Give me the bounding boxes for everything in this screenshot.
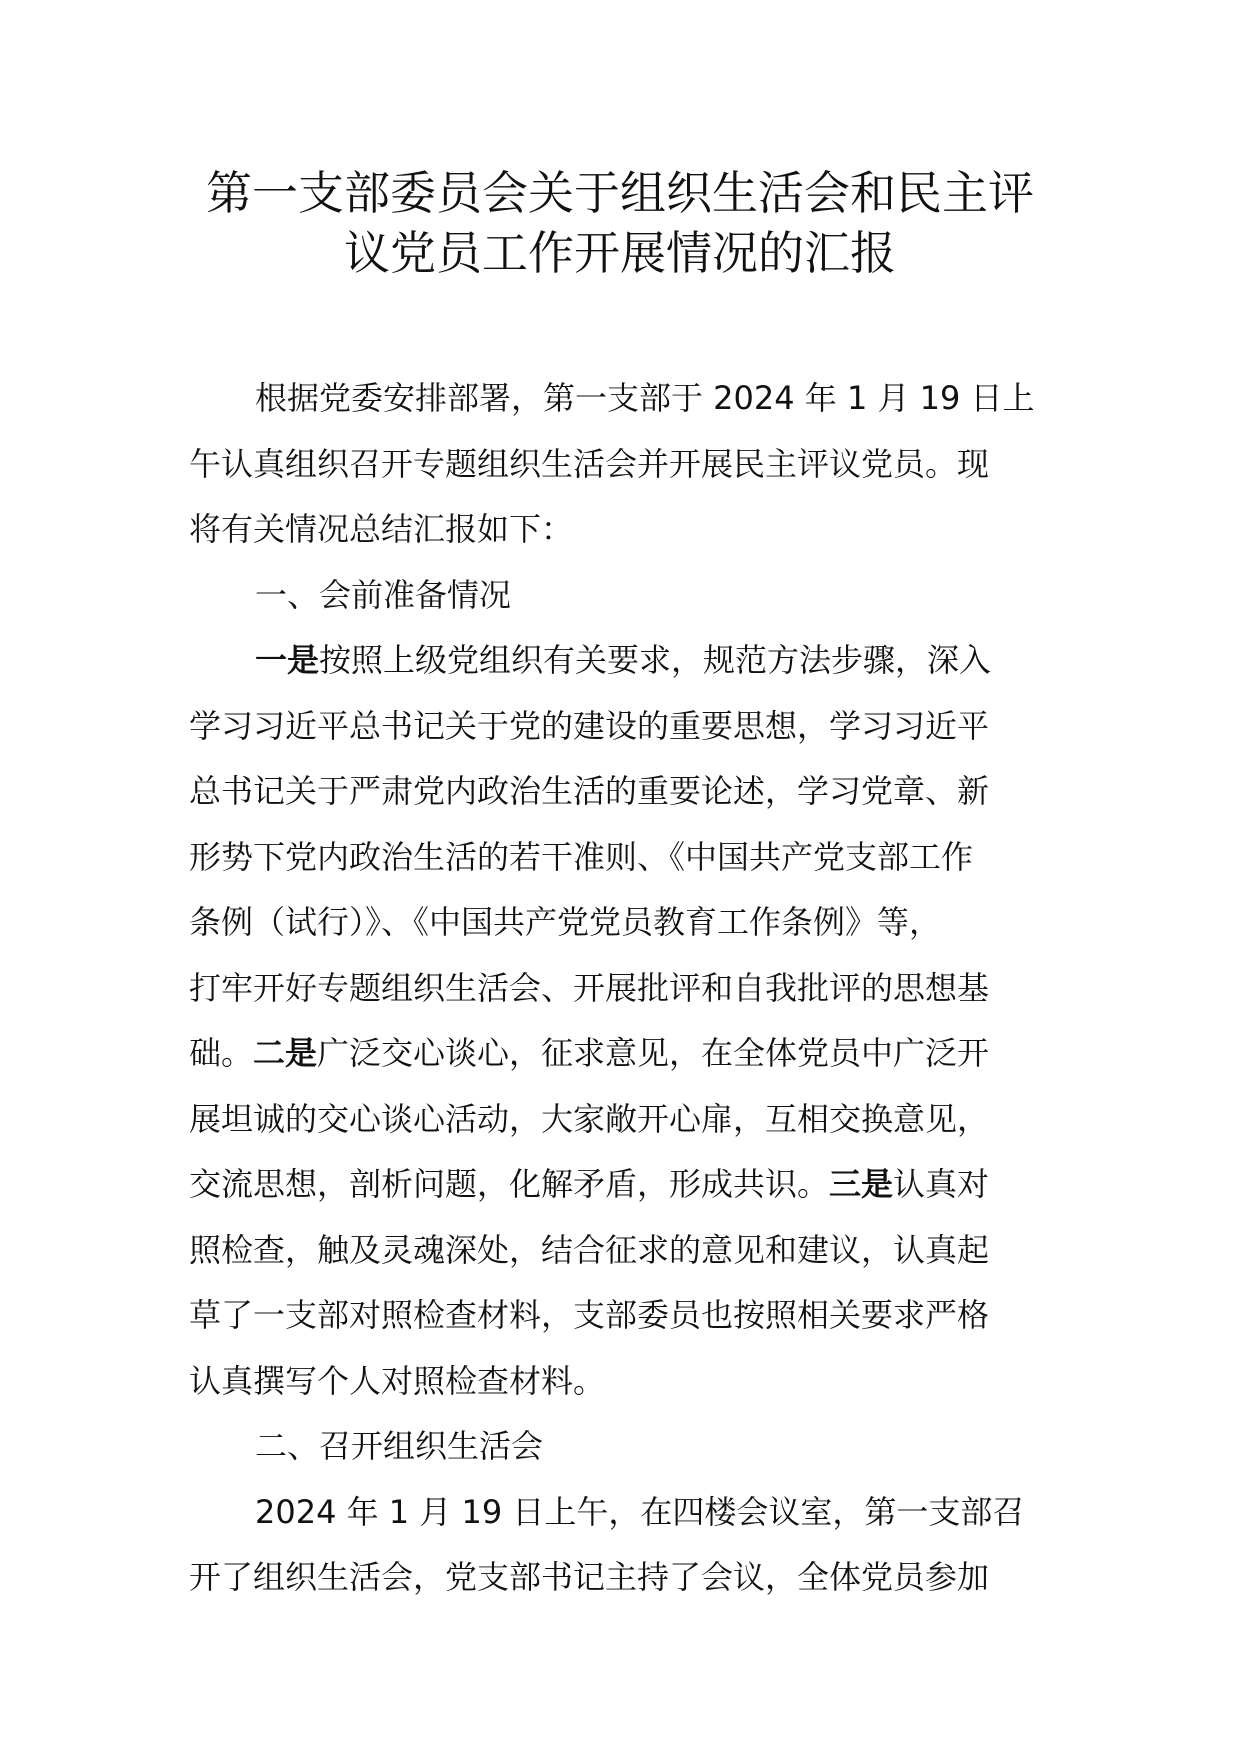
text-line: 草了一支部对照检查材料，支部委员也按照相关要求严格 — [189, 1296, 990, 1334]
lead-label-2: 二是 — [253, 1034, 318, 1072]
lead-label-3: 三是 — [829, 1165, 894, 1203]
title-line-2: 议党员工作开展情况的汇报 — [344, 226, 896, 280]
text-line: 形势下党内政治生活的若干准则、《中国共产党支部工作 — [189, 837, 974, 876]
text-line: 2024 年 1 月 19 日上午，在四楼会议室，第一支部召 — [255, 1492, 1025, 1531]
section-1-paragraph — [189, 628, 1059, 1414]
text-segment: 认真对 — [893, 1165, 990, 1203]
section-heading-1: 一、会前准备情况 — [255, 575, 512, 614]
document-title — [180, 163, 1060, 283]
text-line: 学习习近平总书记关于党的建设的重要思想，学习习近平 — [189, 706, 990, 745]
document-body — [189, 366, 1059, 1611]
text-line: 总书记关于严肃党内政治生活的重要论述，学习党章、新 — [189, 772, 990, 810]
section-2-paragraph — [189, 1480, 1059, 1611]
title-line-1: 第一支部委员会关于组织生活会和民主评 — [206, 166, 1034, 220]
intro-paragraph — [189, 366, 1059, 563]
text-segment: 按照上级党组织有关要求，规范方法步骤，深入 — [319, 641, 992, 679]
text-segment: 础。 — [189, 1034, 254, 1072]
text-line — [189, 628, 1059, 694]
text-line: 照检查，触及灵魂深处，结合征求的意见和建议，认真起 — [189, 1230, 990, 1269]
section-heading-2: 二、召开组织生活会 — [255, 1427, 544, 1465]
text-line: 展坦诚的交心谈心活动，大家敞开心扉，互相交换意见， — [189, 1099, 990, 1138]
lead-label-1: 一是 — [255, 641, 320, 679]
text-segment: 广泛交心谈心，征求意见，在全体党员中广泛开 — [317, 1034, 990, 1072]
text-line: 打牢开好专题组织生活会、开展批评和自我批评的思想基 — [189, 968, 990, 1007]
text-line: 认真撰写个人对照检查材料。 — [189, 1361, 606, 1400]
text-line: 开了组织生活会，党支部书记主持了会议，全体党员参加 — [189, 1558, 990, 1596]
text-line: 将有关情况总结汇报如下： — [189, 510, 574, 548]
text-line: 午认真组织召开专题组织生活会并开展民主评议党员。现 — [189, 444, 990, 483]
text-line: 根据党委安排部署，第一支部于 2024 年 1 月 19 日上 — [255, 379, 1035, 417]
text-segment: 交流思想，剖析问题，化解矛盾，形成共识。 — [189, 1165, 830, 1203]
text-line — [189, 1021, 1059, 1087]
text-line — [189, 1152, 1059, 1218]
text-line: 条例（试行）》、《中国共产党党员教育工作条例》等， — [189, 903, 942, 941]
